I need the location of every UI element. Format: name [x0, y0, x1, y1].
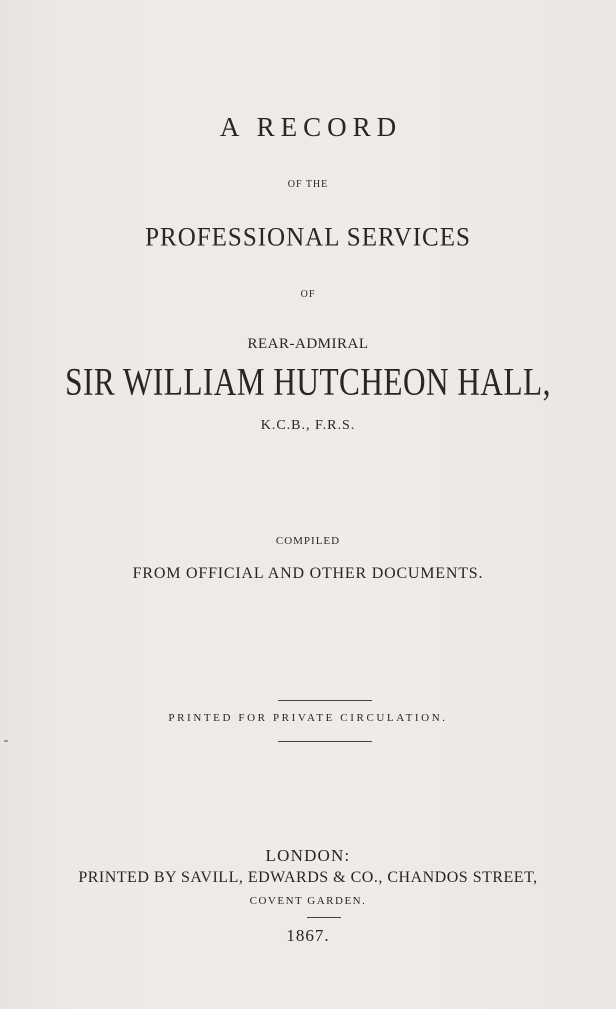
divider-rule-top: [278, 700, 372, 701]
imprint-district: COVENT GARDEN.: [249, 895, 367, 907]
title-line-record: A RECORD: [219, 112, 403, 142]
imprint-year: 1867.: [286, 926, 330, 945]
title-line-professional-services: PROFESSIONAL SERVICES: [145, 223, 471, 252]
imprint-printer: PRINTED BY SAVILL, EDWARDS & CO., CHANDOS STREET,: [78, 869, 538, 886]
title-line-honours: K.C.B., F.R.S.: [260, 418, 356, 433]
title-line-name: SIR WILLIAM HUTCHEON HALL,: [65, 361, 551, 404]
title-line-of-the: OF THE: [287, 179, 329, 190]
title-line-compiled: COMPILED: [275, 535, 341, 547]
divider-rule-short: [307, 917, 341, 918]
paper-speck: [4, 740, 8, 742]
imprint-place: LONDON:: [265, 846, 351, 865]
title-line-sources: FROM OFFICIAL AND OTHER DOCUMENTS.: [132, 565, 484, 582]
title-line-rank: REAR-ADMIRAL: [247, 336, 369, 352]
circulation-note: PRINTED FOR PRIVATE CIRCULATION.: [168, 712, 448, 724]
divider-rule-bottom: [278, 741, 372, 742]
title-line-of: OF: [300, 289, 316, 300]
